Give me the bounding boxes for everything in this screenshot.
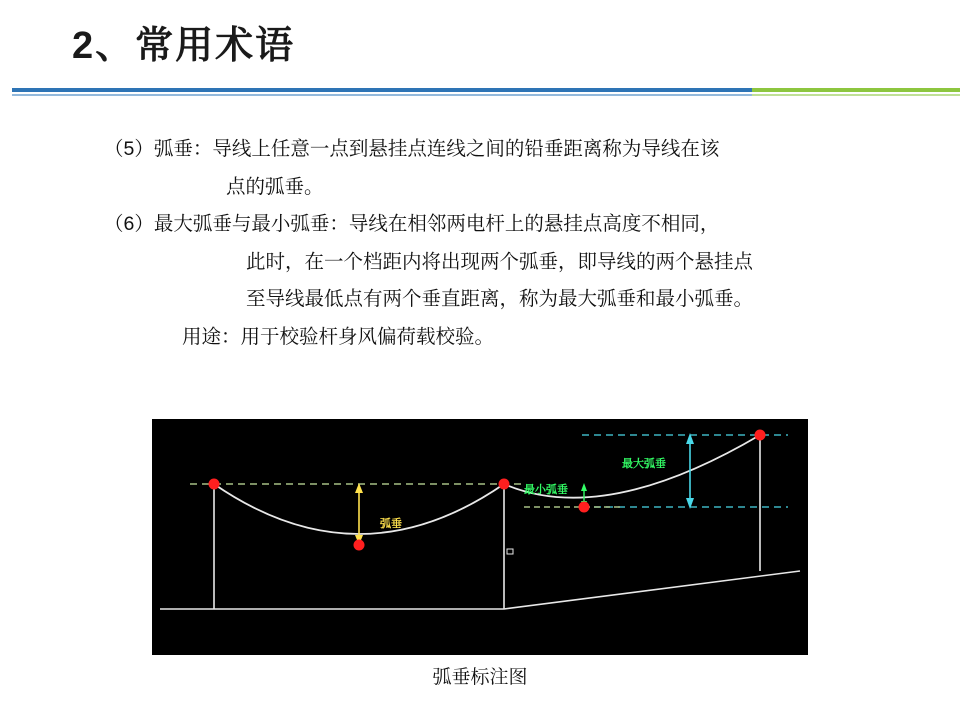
divider-green bbox=[752, 88, 960, 92]
paragraph: 至导线最低点有两个垂直距离，称为最大弧垂和最小弧垂。 bbox=[246, 288, 754, 311]
divider-blue bbox=[12, 88, 752, 92]
node-point bbox=[209, 479, 220, 490]
node-point bbox=[579, 502, 590, 513]
node-point bbox=[499, 479, 510, 490]
max-sag-label: 最大弧垂 bbox=[622, 458, 666, 470]
paragraph: （5）弧垂：导线上任意一点到悬挂点连线之间的铅垂距离称为导线在该 bbox=[104, 138, 720, 160]
sag-diagram-figure bbox=[152, 419, 808, 655]
paragraph: 点的弧垂。 bbox=[226, 175, 324, 198]
sag-label: 弧垂 bbox=[380, 518, 402, 530]
paragraph: 此时，在一个档距内将出现两个弧垂，即导线的两个悬挂点 bbox=[246, 250, 754, 273]
divider-green-thin bbox=[752, 94, 960, 96]
divider-blue-thin bbox=[12, 94, 752, 96]
node-point bbox=[755, 430, 766, 441]
body-text bbox=[104, 134, 894, 359]
figure-background bbox=[152, 419, 808, 655]
paragraph: 用途：用于校验杆身风偏荷载校验。 bbox=[182, 325, 495, 348]
paragraph: （6）最大弧垂与最小弧垂：导线在相邻两电杆上的悬挂点高度不相同， bbox=[104, 213, 720, 236]
node-point bbox=[354, 540, 365, 551]
figure-caption: 弧垂标注图 bbox=[432, 667, 528, 688]
min-sag-label: 最小弧垂 bbox=[524, 484, 568, 496]
page-title: 2、常用术语 bbox=[72, 25, 296, 67]
sag-diagram bbox=[152, 419, 808, 655]
